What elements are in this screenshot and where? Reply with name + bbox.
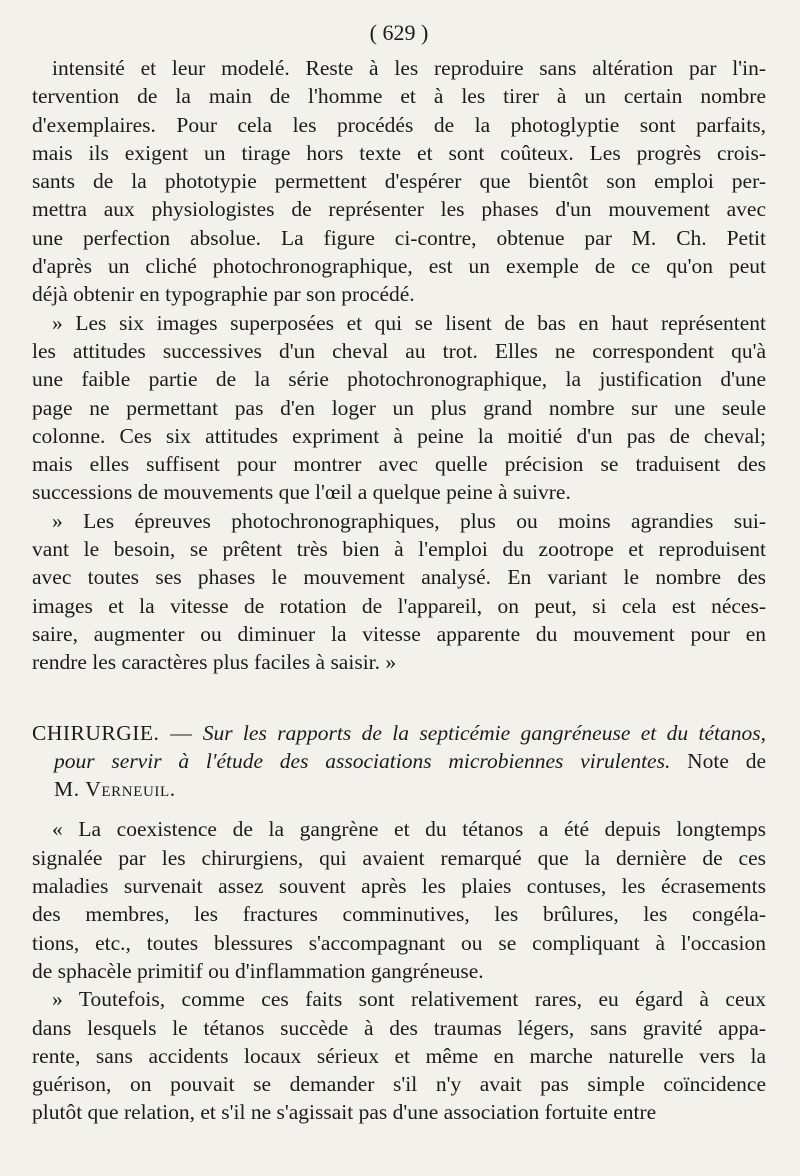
text-line: les attitudes successives d'un cheval au trot. Elles ne correspondent qu'à	[32, 338, 766, 363]
text-line: guérison, on pouvait se demander s'il n'y avait pas simple coïncidence	[32, 1072, 766, 1097]
text-line: une perfection absolue. La figure ci-contre, obtenue par M. Ch. Petit	[32, 225, 766, 250]
page-number: ( 629 )	[369, 20, 429, 45]
text-line: » Les épreuves photochronographiques, plus ou moins agrandies sui-	[52, 508, 766, 533]
text-line: dans lesquels le tétanos succède à des traumas légers, sans gravité appa-	[32, 1015, 766, 1040]
body-text-bottom	[32, 815, 766, 1126]
text-line: page ne permettant pas d'en loger un plus grand nombre sur une seule	[32, 395, 766, 420]
text-line: des membres, les fractures comminutives, les brûlures, les congéla-	[32, 902, 766, 927]
text-line: mais elles suffisent pour montrer avec quelle précision se traduisent des	[32, 452, 766, 477]
text-line: signalée par les chirurgiens, qui avaient remarqué que la dernière de ces	[32, 845, 766, 870]
text-line: avec toutes ses phases le mouvement analysé. En variant le nombre des	[32, 565, 766, 590]
section-heading	[32, 719, 766, 804]
paragraph	[32, 309, 766, 507]
text-line: « La coexistence de la gangrène et du tétanos a été depuis longtemps	[52, 817, 766, 842]
section-title-part-1: Sur les rapports de la septicémie gangréneuse et du tétanos,	[202, 720, 766, 745]
text-line: intensité et leur modelé. Reste à les reproduire sans altération par l'in-	[52, 56, 766, 80]
text-line: » Les six images superposées et qui se lisent de bas en haut représentent	[52, 310, 766, 335]
text-line: saire, augmenter ou diminuer la vitesse apparente du mouvement pour en	[32, 621, 766, 646]
text-line: successions de mouvements que l'œil a quelque peine à suivre.	[32, 480, 571, 505]
body-text-top	[32, 54, 766, 677]
text-line: » Toutefois, comme ces faits sont relativement rares, eu égard à ceux	[52, 987, 766, 1012]
text-line: maladies survenait assez souvent après les plaies contuses, les écrasements	[32, 874, 766, 899]
section-title-line-2	[32, 747, 766, 775]
text-line: mettra aux physiologistes de représenter les phases d'un mouvement avec	[32, 197, 766, 222]
paragraph	[32, 815, 766, 985]
section-spacer	[32, 677, 766, 719]
text-line: rendre les caractères plus faciles à saisir. »	[32, 650, 397, 675]
paragraph	[32, 985, 766, 1126]
text-line: déjà obtenir en typographie par son procédé.	[32, 282, 415, 307]
text-line: rente, sans accidents locaux sérieux et même en marche naturelle vers la	[32, 1043, 766, 1068]
section-title-part-2: pour servir à l'étude des associations microbiennes virulentes.	[54, 748, 671, 773]
text-line: images et la vitesse de rotation de l'appareil, on peut, si cela est néces-	[32, 593, 766, 618]
paragraph	[32, 507, 766, 677]
text-line: de sphacèle primitif ou d'inflammation gangréneuse.	[32, 958, 484, 983]
text-line: sants de la phototypie permettent d'espérer que bientôt son emploi per-	[32, 169, 766, 194]
text-line: plutôt que relation, et s'il ne s'agissait pas d'une association fortuite entre	[32, 1100, 657, 1125]
text-line: mais ils exigent un tirage hors texte et sont coûteux. Les progrès crois-	[32, 140, 766, 165]
text-line: tervention de la main de l'homme et à les tirer à un certain nombre	[32, 84, 766, 109]
text-line: vant le besoin, se prêtent très bien à l'emploi du zootrope et reproduisent	[32, 537, 766, 562]
text-line: tions, etc., toutes blessures s'accompagnant ou se compliquant à l'occasion	[32, 930, 766, 955]
text-line: une faible partie de la série photochronographique, la justification d'une	[32, 367, 766, 392]
section-note-label: Note de	[687, 748, 767, 773]
section-label: CHIRURGIE. —	[32, 720, 193, 745]
section-title-line-1	[32, 719, 766, 747]
section-author: M. Verneuil.	[54, 777, 176, 802]
text-line: d'après un cliché photochronographique, est un exemple de ce qu'on peut	[32, 254, 766, 279]
text-line: d'exemplaires. Pour cela les procédés de la photoglyptie sont parfaits,	[32, 112, 766, 137]
paragraph	[32, 54, 766, 309]
text-line: colonne. Ces six attitudes expriment à peine la moitié d'un pas de cheval;	[32, 423, 766, 448]
